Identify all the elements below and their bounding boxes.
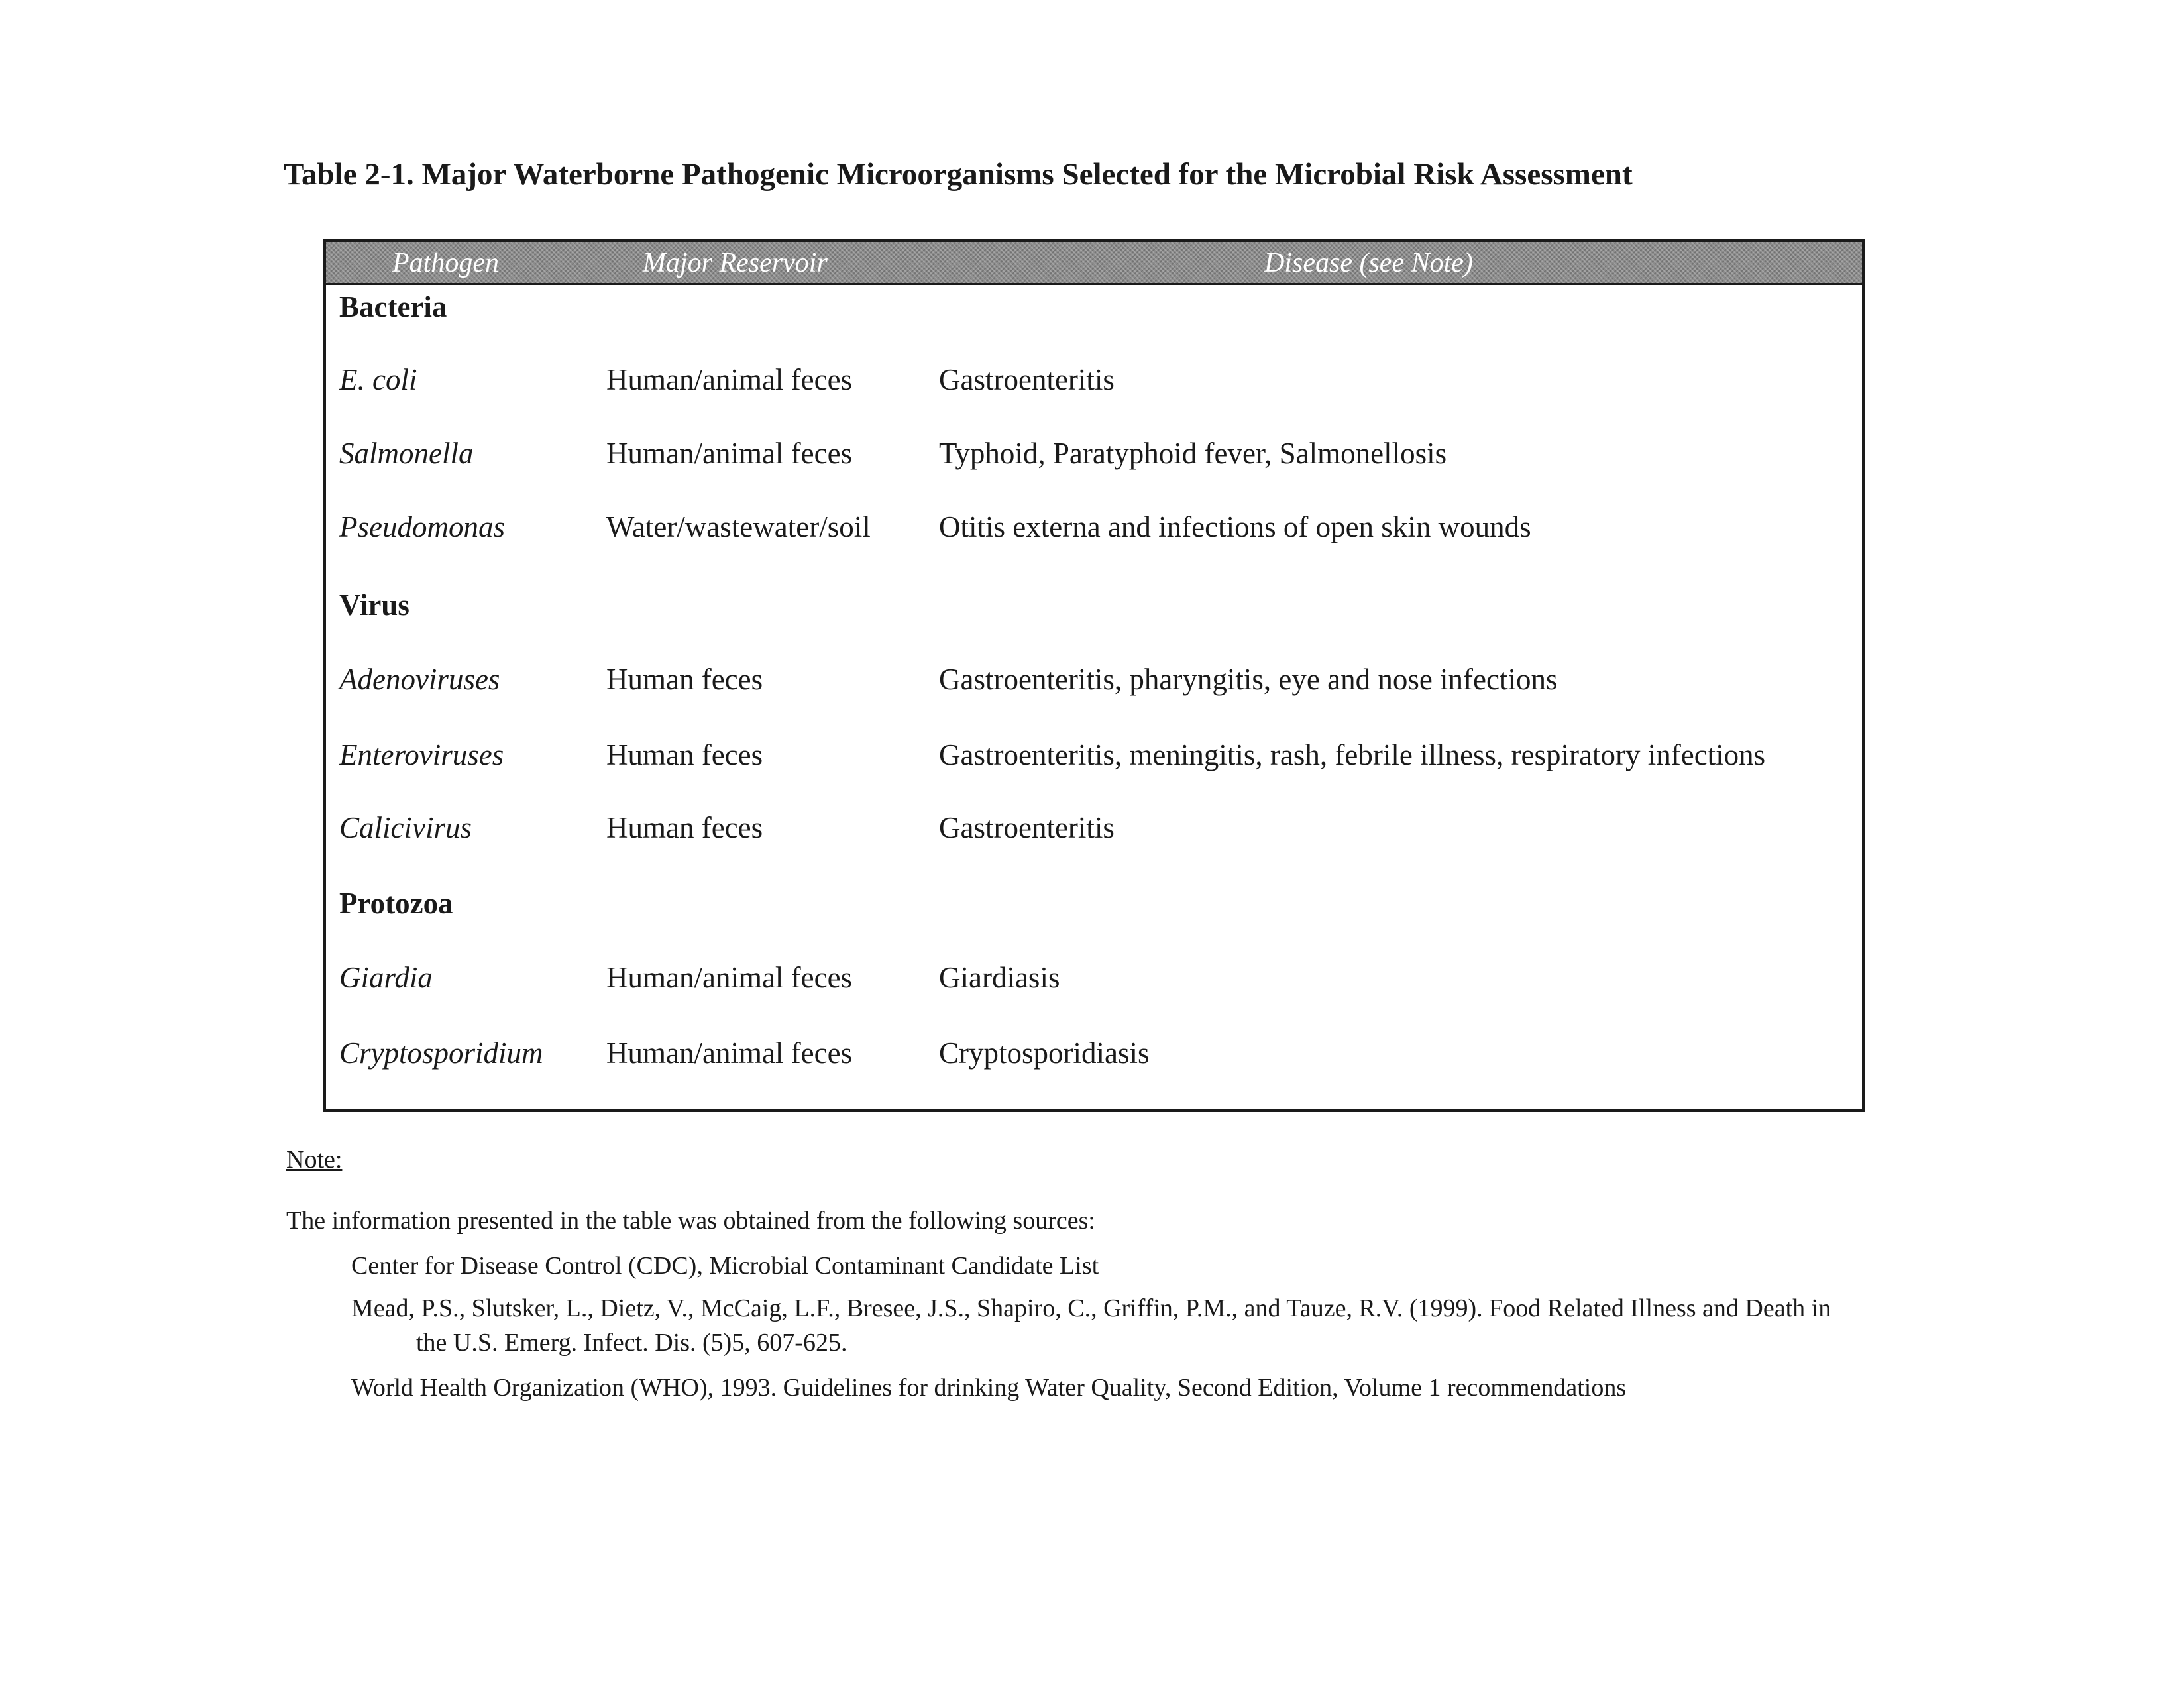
reservoir-cell: Human feces: [606, 738, 763, 771]
table-row: [326, 510, 1862, 549]
table-header: [326, 242, 1862, 285]
pathogen-cell: Enteroviruses: [339, 738, 504, 771]
reservoir-cell: Water/wastewater/soil: [606, 510, 871, 543]
pathogen-cell: Calicivirus: [339, 811, 472, 844]
category-row-bacteria: [326, 290, 1862, 329]
table-row: [326, 436, 1862, 476]
pathogen-cell: Cryptosporidium: [339, 1037, 543, 1070]
disease-cell: Gastroenteritis, pharyngitis, eye and nose infections: [939, 663, 1558, 696]
disease-cell: Otitis externa and infections of open skin wounds: [939, 510, 1531, 543]
category-row-protozoa: [326, 886, 1862, 926]
table-row: [326, 1036, 1862, 1076]
pathogen-table: [323, 239, 1865, 1112]
pathogen-cell: E. coli: [339, 363, 417, 396]
table-row: [326, 738, 1862, 777]
disease-cell: Giardiasis: [939, 961, 1060, 994]
category-label: Bacteria: [339, 290, 447, 323]
category-label: Protozoa: [339, 887, 453, 920]
reservoir-cell: Human/animal feces: [606, 1037, 853, 1070]
table-row: [326, 960, 1862, 1000]
pathogen-cell: Adenoviruses: [339, 663, 500, 696]
table-row: [326, 662, 1862, 702]
source-citation: Center for Disease Control (CDC), Microbial Contaminant Candidate List: [351, 1252, 1099, 1280]
reservoir-cell: Human/animal feces: [606, 961, 853, 994]
note-intro: The information presented in the table was obtained from the following sources:: [286, 1207, 1095, 1235]
disease-cell: Cryptosporidiasis: [939, 1037, 1150, 1070]
table-row: [326, 811, 1862, 850]
category-label: Virus: [339, 589, 410, 622]
reservoir-cell: Human/animal feces: [606, 363, 853, 396]
table-title: Table 2-1. Major Waterborne Pathogenic Microorganisms Selected for the Microbial Risk Assessment: [284, 157, 1633, 192]
reservoir-cell: Human feces: [606, 663, 763, 696]
disease-cell: Typhoid, Paratyphoid fever, Salmonellosis: [939, 437, 1447, 470]
reservoir-cell: Human feces: [606, 811, 763, 844]
pathogen-cell: Salmonella: [339, 437, 474, 470]
header-major-reservoir: Major Reservoir: [643, 248, 828, 278]
table-row: [326, 363, 1862, 402]
note-label: Note:: [286, 1146, 343, 1174]
header-disease: Disease (see Note): [1264, 248, 1473, 278]
disease-cell: Gastroenteritis: [939, 811, 1115, 844]
disease-cell: Gastroenteritis, meningitis, rash, febrile illness, respiratory infections: [939, 738, 1766, 771]
source-citation: World Health Organization (WHO), 1993. Guidelines for drinking Water Quality, Second Edition, Volume 1 recommendations: [351, 1374, 1627, 1402]
disease-cell: Gastroenteritis: [939, 363, 1115, 396]
source-citation-continued: the U.S. Emerg. Infect. Dis. (5)5, 607-625.: [416, 1329, 847, 1357]
category-row-virus: [326, 588, 1862, 628]
pathogen-cell: Pseudomonas: [339, 510, 505, 543]
header-pathogen: Pathogen: [392, 248, 499, 278]
reservoir-cell: Human/animal feces: [606, 437, 853, 470]
pathogen-cell: Giardia: [339, 961, 433, 994]
source-citation: Mead, P.S., Slutsker, L., Dietz, V., McCaig, L.F., Bresee, J.S., Shapiro, C., Griffin, P.M., and Tauze, R.V. (1999). Food Related Illness and Death in: [351, 1294, 1831, 1322]
